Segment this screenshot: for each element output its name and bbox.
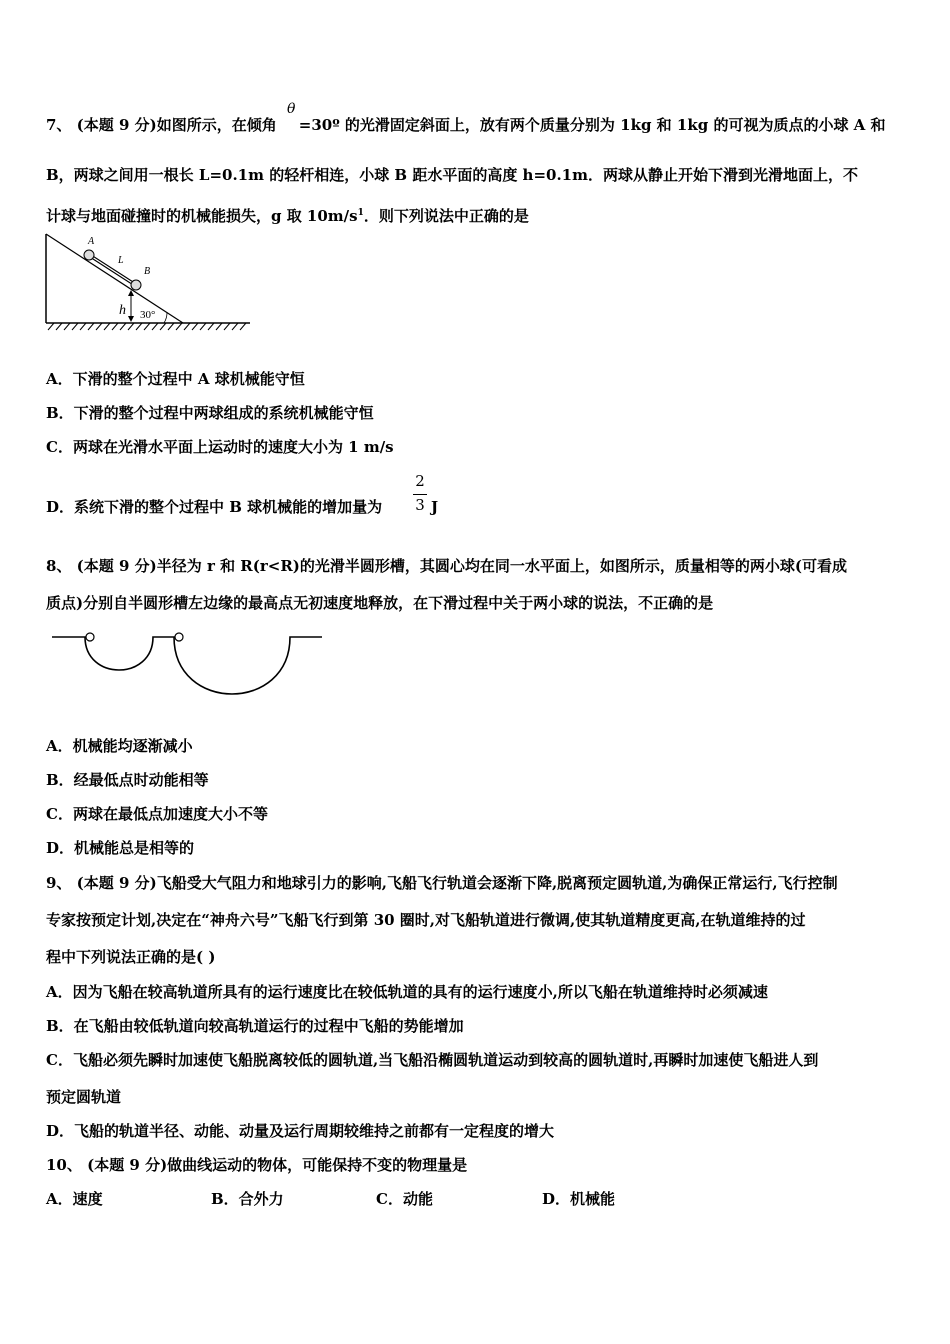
q7-stem-line-3 [46,203,529,226]
q8-stem-line-2: 质点)分别自半圆形槽左边缘的最高点无初速度地释放，在下滑过程中关于两小球的说法，不正确的是 [46,594,714,612]
q8-stem-line-1: 8、 (本题 9 分)半径为 r 和 R(r<R)的光滑半圆形槽，其圆心均在同一水平面上，如图所示，质量相等的两小球(可看成 [46,557,848,575]
q9-option-c-line-1: C．飞船必须先瞬时加速使飞船脱离较低的圆轨道,当飞船沿椭圆轨道运动到较高的圆轨道时,再瞬时加速使飞船进人到 [46,1051,819,1069]
label-b: B [144,266,151,277]
label-l: L [118,255,124,266]
fraction-numerator: 2 [415,472,425,490]
q7-option-b: B．下滑的整个过程中两球组成的系统机械能守恒 [46,404,374,422]
q7-stem-text-3: 计球与地面碰撞时的机械能损失，g 取 10m/s [46,207,358,225]
incline-figure [40,230,260,340]
label-angle: 30° [140,309,156,321]
q9-option-b: B．在飞船由较低轨道向较高轨道运行的过程中飞船的势能增加 [46,1017,464,1035]
label-a: A [88,236,95,247]
q7-stem-text-3-end: ．则下列说法中正确的是 [363,207,529,225]
q7-option-d-text: D．系统下滑的整个过程中 B 球机械能的增加量为 [46,498,383,516]
arrow-down-icon [128,316,134,322]
q8-option-d: D．机械能总是相等的 [46,839,195,857]
q7-stem-line-2: B，两球之间用一根长 L=0.1m 的轻杆相连，小球 B 距水平面的高度 h=0.1m．两球从静止开始下滑到光滑地面上，不 [46,166,858,184]
incline-line [46,234,183,323]
ground-hatching [48,323,246,330]
q8-option-a: A．机械能均逐渐减小 [46,737,193,755]
q8-option-b: B．经最低点时动能相等 [46,771,209,789]
q7-option-c: C．两球在光滑水平面上运动时的速度大小为 1 m/s [46,438,394,456]
q7-stem-line-1 [46,115,886,135]
q9-option-d: D．飞船的轨道半径、动能、动量及运行周期较维持之前都有一定程度的增大 [46,1122,555,1140]
q10-option-d: D．机械能 [542,1190,616,1208]
q9-option-c-line-2: 预定圆轨道 [46,1088,122,1106]
semicircle-grooves-figure [48,628,338,708]
q9-stem-line-2: 专家按预定计划,决定在“神舟六号”飞船飞行到第 30 圈时,对飞船轨道进行微调,使其轨道精度更高,在轨道维持的过 [46,911,806,929]
groove-profile [52,637,322,694]
superscript: 1 [357,208,364,218]
q10-stem: 10、 (本题 9 分)做曲线运动的物体，可能保持不变的物理量是 [46,1156,468,1174]
q7-option-d [46,497,382,517]
fraction-bar [413,494,427,495]
q7-stem-text: 7、 (本题 9 分)如图所示，在倾角 [46,116,277,134]
q10-option-a: A．速度 [46,1190,103,1208]
label-h: h [119,303,126,318]
q10-option-b: B．合外力 [211,1190,284,1208]
q9-stem-line-1: 9、 (本题 9 分)飞船受大气阻力和地球引力的影响,飞船飞行轨道会逐渐下降,脱离预定圆轨道,为确保正常运行,飞行控制 [46,874,838,892]
ball-a [84,250,94,260]
fraction-denominator: 3 [415,496,425,514]
q7-option-a: A．下滑的整个过程中 A 球机械能守恒 [46,370,305,388]
large-ball [175,633,183,641]
q9-option-a: A．因为飞船在较高轨道所具有的运行速度比在较低轨道的具有的运行速度小,所以飞船在轨道维持时必须减速 [46,983,768,1001]
q8-option-c: C．两球在最低点加速度大小不等 [46,805,268,823]
rod-highlight [89,255,134,284]
small-ball [86,633,94,641]
q7-option-d-unit: J [431,498,439,516]
ball-b [131,280,141,290]
theta-symbol: θ [287,101,296,117]
q9-stem-line-3: 程中下列说法正确的是( ) [46,948,216,966]
q10-option-c: C．动能 [376,1190,433,1208]
q7-stem-text-cont: =30º 的光滑固定斜面上，放有两个质量分别为 1kg 和 1kg 的可视为质点的小球 A 和 [298,116,886,134]
angle-arc [164,312,167,323]
